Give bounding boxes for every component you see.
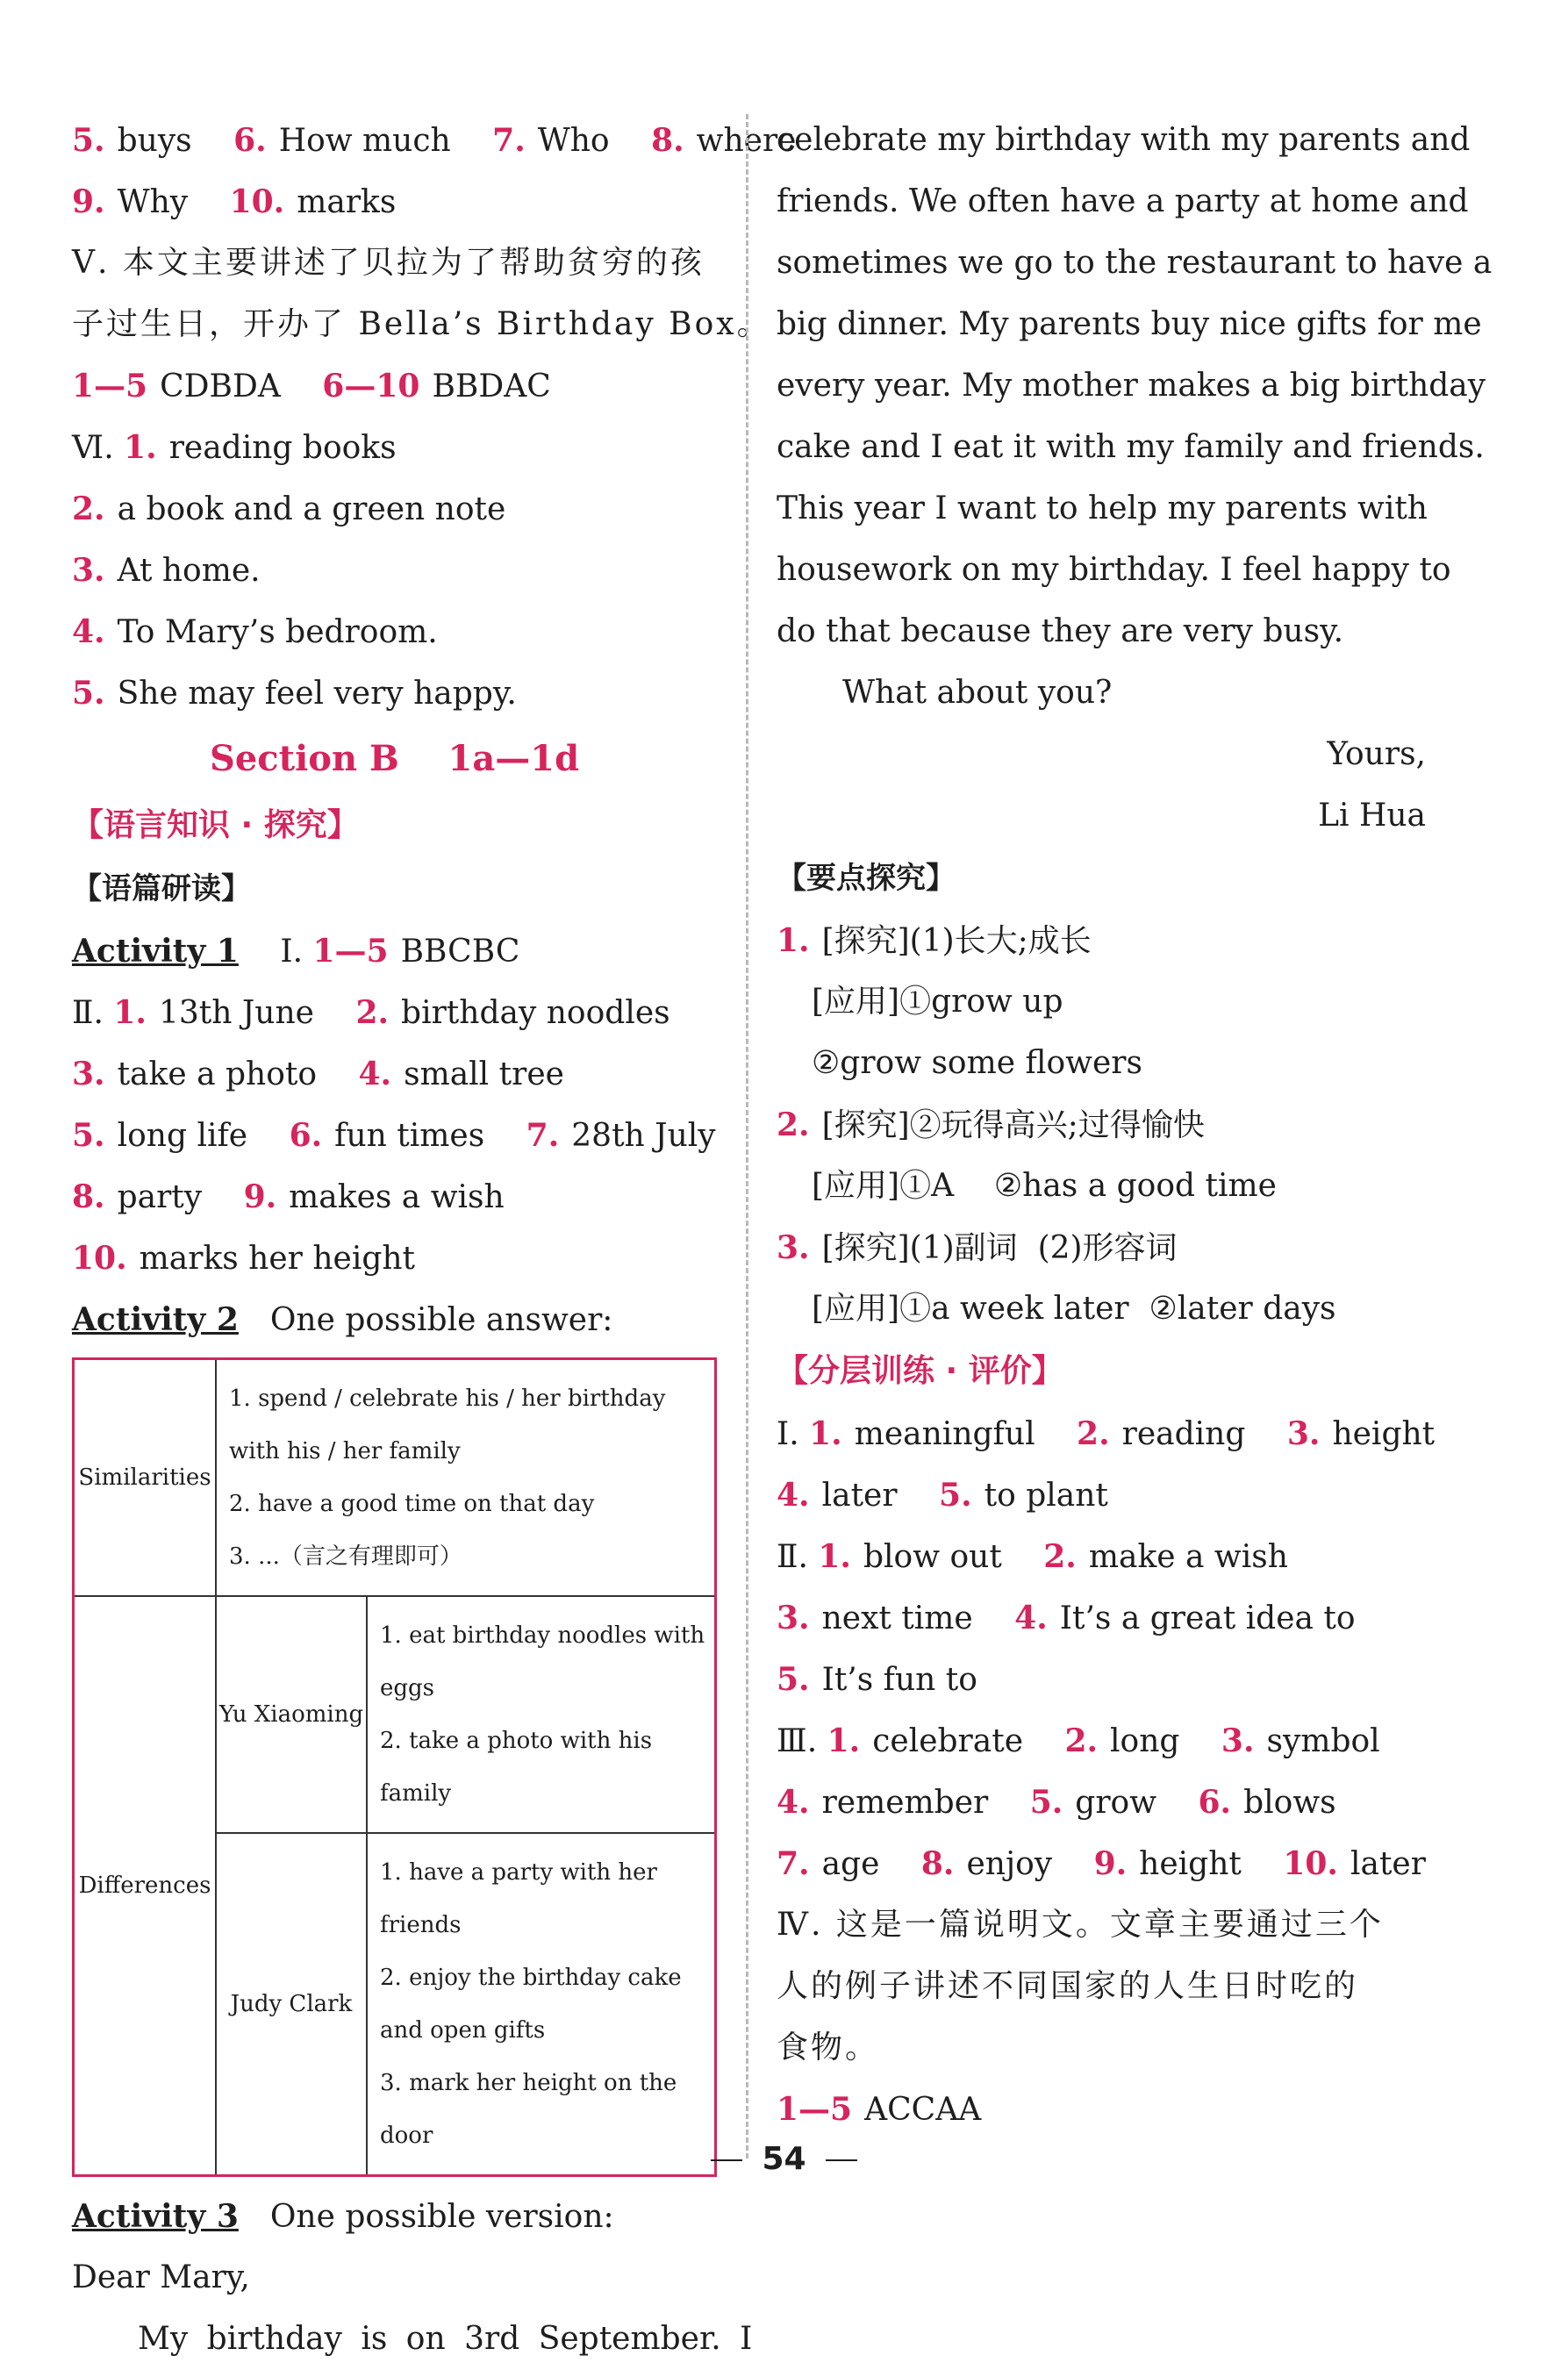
letter-line: sometimes we go to the restaurant to have a <box>777 245 1493 281</box>
answer-text: blow out <box>863 1539 1002 1575</box>
item-number: 10. <box>1283 1845 1338 1882</box>
item-number: 3. <box>72 1056 105 1092</box>
letter-line: big dinner. My parents buy nice gifts for me <box>777 306 1482 342</box>
vi-item-2 <box>72 478 717 540</box>
activity-2-text: One possible answer: <box>269 1302 613 1338</box>
answer-text: celebrate <box>872 1723 1023 1759</box>
item-number: 2. <box>1043 1538 1077 1575</box>
list-item: 3. ...（言之有理即可） <box>229 1543 462 1570</box>
key-point-3-apply: [应用]①a week later ②later days <box>812 1291 1336 1327</box>
item-number: 2. <box>1064 1722 1099 1759</box>
iii-row-1 <box>777 1710 1426 1772</box>
roman-numeral: Ⅰ. <box>280 934 304 970</box>
judy-clark-label: Judy Clark <box>216 1833 367 2176</box>
similarities-cell <box>216 1359 716 1597</box>
letter-signature: Li Hua <box>1318 798 1426 834</box>
ii-row-2 <box>777 1587 1426 1649</box>
answer-text: later <box>1350 1846 1426 1882</box>
item-number: 5. <box>1029 1784 1063 1821</box>
answer-text: height <box>1139 1846 1242 1882</box>
key-point-3-explore <box>777 1217 1426 1278</box>
item-number: 6. <box>289 1117 323 1154</box>
answer-text: 13th June <box>158 995 314 1031</box>
letter-line: This year I want to help my parents with <box>777 490 1428 526</box>
item-number: 9. <box>1093 1845 1128 1882</box>
i-row-1 <box>777 1403 1436 1464</box>
activity-3-label: Activity 3 <box>72 2198 239 2235</box>
item-number: 3. <box>1221 1722 1255 1759</box>
answer-text: later <box>821 1478 898 1514</box>
i-row-2 <box>777 1464 1426 1526</box>
item-number: 1. <box>777 922 810 959</box>
answer-text: height <box>1332 1416 1436 1452</box>
answer-text: a book and a green note <box>117 491 506 527</box>
key-point-2-explore <box>777 1094 1426 1156</box>
item-number: 7. <box>492 122 526 159</box>
item-number: 4. <box>777 1477 810 1514</box>
ii-row-1 <box>777 1526 1426 1587</box>
item-number: 9. <box>243 1178 277 1215</box>
item-number: 1. <box>809 1415 842 1452</box>
item-number: 5. <box>939 1477 972 1514</box>
answer-line-2 <box>72 171 717 233</box>
item-number: 3. <box>1286 1415 1321 1452</box>
item-number: 8. <box>651 122 684 159</box>
answer-text: long life <box>117 1118 248 1154</box>
letter-line: housework on my birthday. I feel happy to <box>777 552 1451 588</box>
item-number: 7. <box>777 1845 810 1882</box>
item-number: 1—5 <box>72 368 148 405</box>
letter-line: friends. We often have a party at home and <box>777 183 1469 219</box>
answer-text: Why <box>117 184 189 220</box>
item-number: 4. <box>777 1784 810 1821</box>
item-number: 1. <box>827 1722 861 1759</box>
answer-text: makes a wish <box>289 1179 505 1215</box>
item-number: 5. <box>72 122 105 159</box>
vi-item-5 <box>72 662 717 724</box>
answer-text: birthday noodles <box>401 995 670 1031</box>
item-number: 10. <box>229 183 285 220</box>
item-number: 2. <box>72 490 105 527</box>
answer-text: next time <box>821 1600 973 1636</box>
list-item: 2. enjoy the birthday cake and open gifts <box>380 1965 682 2044</box>
list-item: 1. spend / celebrate his / her birthday with his / her family <box>229 1385 666 1464</box>
letter-line: do that because they are very busy. <box>777 613 1344 649</box>
item-number: 8. <box>72 1178 105 1215</box>
item-number: 4. <box>358 1056 392 1092</box>
roman-numeral: Ⅰ. <box>777 1416 799 1452</box>
key-point-1-explore <box>777 910 1426 971</box>
vi-item-1 <box>72 417 717 478</box>
layered-training-heading: 【分层训练 · 评价】 <box>777 1353 1063 1389</box>
explore-text: [探究](1)长大;成长 <box>821 923 1092 959</box>
letter-line: every year. My mother makes a big birthday <box>777 368 1486 404</box>
key-points-heading: 【要点探究】 <box>777 861 956 896</box>
answer-text: marks her height <box>139 1241 416 1277</box>
answer-text: small tree <box>404 1056 564 1092</box>
letter-closing: Yours, <box>1327 736 1426 772</box>
activity-1-label: Activity 1 <box>72 933 239 970</box>
list-item: 1. have a party with her friends <box>380 1859 657 1938</box>
answer-text: meaningful <box>854 1416 1035 1452</box>
item-number: 1. <box>113 994 147 1031</box>
section-title: Section B 1a—1d <box>209 738 580 779</box>
ii-row-3 <box>777 1649 1426 1710</box>
list-item: 3. mark her height on the door <box>380 2070 677 2149</box>
letter-question: What about you? <box>842 675 1113 711</box>
roman-numeral: Ⅱ. <box>777 1539 808 1575</box>
reading-study-heading: 【语篇研读】 <box>72 871 251 906</box>
answer-text: It’s a great idea to <box>1059 1600 1356 1636</box>
item-number: 5. <box>72 675 105 712</box>
iv-answer-keys <box>777 2079 1426 2140</box>
activity-3-text: One possible version: <box>269 2199 614 2235</box>
item-number: 2. <box>355 994 390 1031</box>
answer-text: How much <box>278 123 451 159</box>
ii-row-1 <box>72 982 717 1043</box>
vi-item-4 <box>72 601 717 662</box>
iv-summary-line-1: Ⅳ. 这是一篇说明文。文章主要通过三个 <box>777 1907 1384 1943</box>
answer-text: It’s fun to <box>821 1662 977 1698</box>
item-number: 2. <box>1077 1415 1110 1452</box>
right-column <box>777 110 1493 2140</box>
answer-text: She may feel very happy. <box>117 676 517 712</box>
iii-row-2 <box>777 1772 1426 1833</box>
answer-text: remember <box>821 1785 989 1821</box>
iv-summary-line-2: 人的例子讲述不同国家的人生日时吃的 <box>777 1968 1359 2004</box>
page-number-text: 54 <box>762 2141 806 2177</box>
answer-text: take a photo <box>117 1056 318 1092</box>
answer-text: buys <box>117 123 192 159</box>
answer-text: Who <box>537 123 610 159</box>
iii-row-3 <box>777 1833 1426 1894</box>
table-row <box>74 1359 716 1597</box>
iv-summary-line-3: 食物。 <box>777 2030 880 2066</box>
v-summary-line-1: Ⅴ. 本文主要讲述了贝拉为了帮助贫穷的孩 <box>72 245 705 281</box>
list-item: 2. take a photo with his family <box>380 1728 653 1807</box>
yu-xiaoming-cell <box>367 1596 716 1833</box>
answer-text: blows <box>1243 1785 1336 1821</box>
item-number: 5. <box>777 1661 810 1698</box>
item-number: 1—5 <box>777 2091 853 2128</box>
answer-text: At home. <box>117 553 261 589</box>
answer-text: where <box>696 123 797 159</box>
item-number: 9. <box>72 183 105 220</box>
answer-text: age <box>821 1846 880 1882</box>
ii-row-2 <box>72 1043 717 1105</box>
explore-text: [探究](1)副词 (2)形容词 <box>821 1230 1178 1266</box>
item-number: 7. <box>526 1117 560 1154</box>
activity-3-line <box>72 2186 717 2247</box>
v-answer-keys <box>72 355 717 417</box>
item-number: 3. <box>72 552 105 589</box>
ii-row-5 <box>72 1228 717 1289</box>
answer-text: symbol <box>1266 1723 1380 1759</box>
vi-item-3 <box>72 540 717 601</box>
roman-numeral: Ⅱ. <box>72 995 104 1031</box>
item-number: 3. <box>777 1229 810 1266</box>
letter-greeting: Dear Mary, <box>72 2259 250 2295</box>
ii-row-4 <box>72 1166 717 1228</box>
answer-text: BBDAC <box>432 369 551 405</box>
yu-xiaoming-label: Yu Xiaoming <box>216 1596 367 1833</box>
dash-decoration <box>711 2159 742 2161</box>
answer-text: enjoy <box>966 1846 1053 1882</box>
table-row <box>74 1596 716 1833</box>
item-number: 1. <box>818 1538 851 1575</box>
activity-2-line <box>72 1289 717 1350</box>
letter-line: celebrate my birthday with my parents and <box>777 122 1471 158</box>
v-summary-line-2: 子过生日，开办了 Bella’s Birthday Box。 <box>72 306 771 342</box>
answer-text: long <box>1110 1723 1180 1759</box>
ii-row-3 <box>72 1105 717 1166</box>
answer-text: marks <box>297 184 397 220</box>
roman-numeral: Ⅵ. <box>72 430 114 466</box>
judy-clark-cell <box>367 1833 716 2176</box>
answer-text: CDBDA <box>160 369 281 405</box>
key-point-1-apply: [应用]①grow up <box>812 984 1063 1020</box>
answer-text: fun times <box>334 1118 485 1154</box>
answer-text: 28th July <box>571 1118 716 1154</box>
answer-text: To Mary’s bedroom. <box>117 614 438 650</box>
dash-decoration <box>826 2159 857 2161</box>
answer-text: BBCBC <box>400 934 520 970</box>
item-number: 10. <box>72 1240 127 1277</box>
explore-text: [探究]②玩得高兴;过得愉快 <box>821 1107 1205 1143</box>
item-number: 2. <box>777 1106 810 1143</box>
item-number: 4. <box>1014 1600 1048 1636</box>
page-number <box>0 2141 1568 2177</box>
answer-text: reading books <box>168 430 397 466</box>
key-point-1-apply-2: ②grow some flowers <box>812 1045 1142 1081</box>
key-point-2-apply: [应用]①A ②has a good time <box>812 1168 1277 1204</box>
answer-text: party <box>117 1179 203 1215</box>
item-number: 6—10 <box>322 368 420 405</box>
roman-numeral: Ⅲ. <box>777 1723 818 1759</box>
item-number: 6. <box>233 122 267 159</box>
column-divider <box>746 114 748 2159</box>
similarities-label: Similarities <box>74 1359 217 1597</box>
answer-text: grow <box>1075 1785 1157 1821</box>
item-number: 8. <box>920 1845 955 1882</box>
differences-label: Differences <box>74 1596 217 2176</box>
activity-1-line <box>72 920 717 982</box>
answer-text: to plant <box>984 1478 1108 1514</box>
item-number: 1—5 <box>312 933 389 970</box>
answer-text: reading <box>1121 1416 1246 1452</box>
item-number: 4. <box>72 613 105 650</box>
letter-line: cake and I eat it with my family and friends. <box>777 429 1485 465</box>
list-item: 2. have a good time on that day <box>229 1491 595 1517</box>
item-number: 1. <box>124 429 157 466</box>
answer-text: ACCAA <box>864 2092 982 2128</box>
answer-line-1 <box>72 110 797 171</box>
activity-2-label: Activity 2 <box>72 1301 239 1338</box>
language-knowledge-heading: 【语言知识 · 探究】 <box>72 807 359 843</box>
item-number: 6. <box>1198 1784 1232 1821</box>
item-number: 3. <box>777 1600 810 1636</box>
answer-text: make a wish <box>1088 1539 1288 1575</box>
list-item: 1. eat birthday noodles with eggs <box>380 1622 705 1701</box>
comparison-table <box>72 1357 717 2177</box>
letter-first-line: My birthday is on 3rd September. I <box>138 2321 753 2357</box>
item-number: 5. <box>72 1117 105 1154</box>
